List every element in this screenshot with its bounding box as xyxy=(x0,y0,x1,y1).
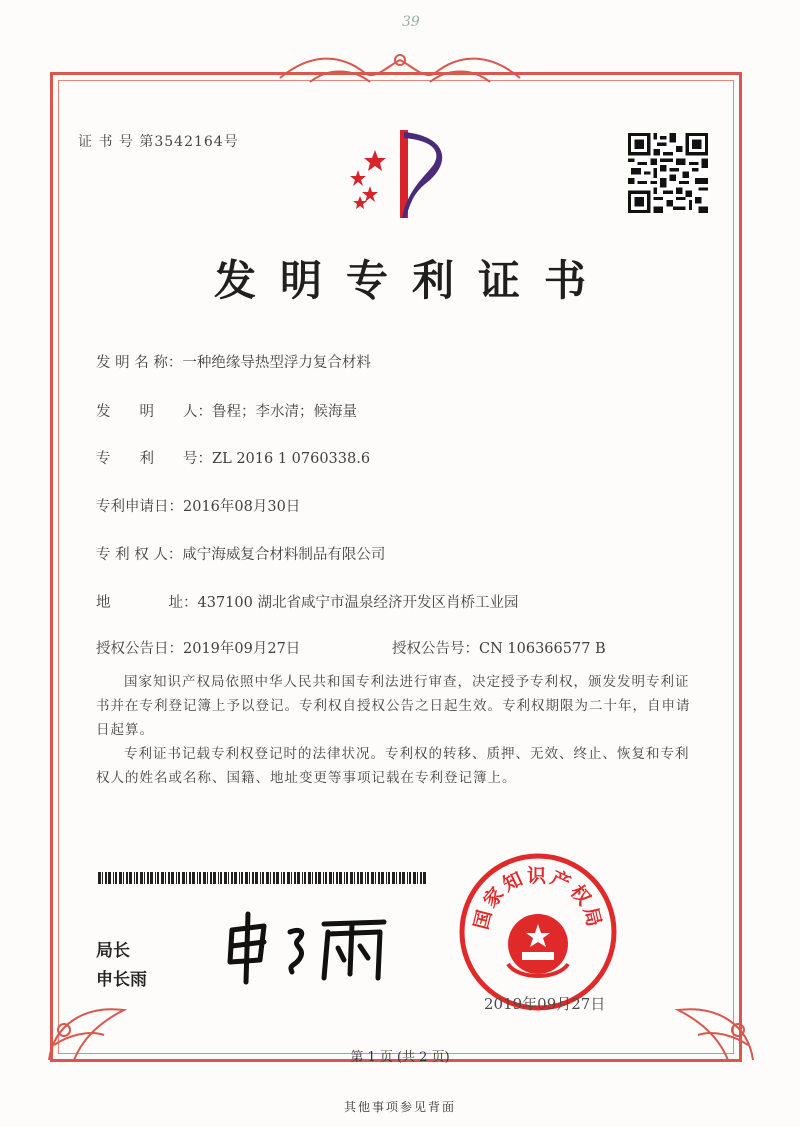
inventor-row xyxy=(96,400,357,421)
filing-date-label: 专利申请日： xyxy=(96,499,183,515)
signatory-name: 申长雨 xyxy=(96,970,147,990)
inventor-label: 发 明 人： xyxy=(96,404,212,420)
body-paragraph-1: 国家知识产权局依照中华人民共和国专利法进行审查，决定授予专利权，颁发发明专利证书并在专利登记簿上予以登记。专利权自授权公告之日起生效。专利权期限为二十年，自申请日起算。 xyxy=(96,674,691,738)
address-row xyxy=(96,591,518,612)
grant-number-label: 授权公告号： xyxy=(392,641,479,657)
grant-date-row xyxy=(96,637,300,658)
patentee-row xyxy=(96,543,385,564)
patent-number-value: ZL 2016 1 0760338.6 xyxy=(212,451,371,467)
top-ornament xyxy=(270,48,530,90)
handwritten-page-mark: 39 xyxy=(402,14,420,30)
patent-number-label: 专 利 号： xyxy=(96,451,212,467)
grant-date-label: 授权公告日： xyxy=(96,641,183,657)
qr-code-icon xyxy=(628,133,708,213)
patentee-value: 咸宁海威复合材料制品有限公司 xyxy=(182,547,386,563)
barcode-icon xyxy=(98,872,428,884)
certificate-number: 证 书 号 第3542164号 xyxy=(78,134,239,150)
page-number: 第 1 页 (共 2 页) xyxy=(350,1050,450,1065)
filing-date-row xyxy=(96,495,300,516)
document-title: 发明专利证书 xyxy=(213,256,610,305)
grant-date-value: 2019年09月27日 xyxy=(183,641,301,657)
body-paragraph-2: 专利证书记载专利权登记时的法律状况。专利权的转移、质押、无效、终止、恢复和专利权人的姓名或名称、国籍、地址变更等事项记载在专利登记簿上。 xyxy=(96,746,690,786)
inventor-value: 鲁程；李水清；候海量 xyxy=(212,404,357,420)
grant-number-value: CN 106366577 B xyxy=(479,641,606,657)
patent-office-logo-icon xyxy=(330,130,460,220)
patent-number-row xyxy=(96,447,370,468)
signatory-title: 局长 xyxy=(96,941,130,961)
filing-date-value: 2016年08月30日 xyxy=(183,499,301,515)
seal-date: 2019年09月27日 xyxy=(484,995,606,1013)
grant-number-row xyxy=(392,637,606,658)
invention-name-row xyxy=(96,351,371,372)
address-label: 地 址： xyxy=(96,595,198,611)
seal-text: 国家知识产权局 xyxy=(470,865,606,932)
invention-name-label: 发 明 名 称： xyxy=(96,355,183,371)
official-seal xyxy=(458,852,618,1012)
handwritten-signature xyxy=(220,908,400,988)
address-value: 437100 湖北省咸宁市温泉经济开发区肖桥工业园 xyxy=(197,595,519,611)
invention-name-value: 一种绝缘导热型浮力复合材料 xyxy=(182,355,371,371)
footer-note: 其他事项参见背面 xyxy=(343,1100,456,1114)
patentee-label: 专 利 权 人： xyxy=(96,547,183,563)
